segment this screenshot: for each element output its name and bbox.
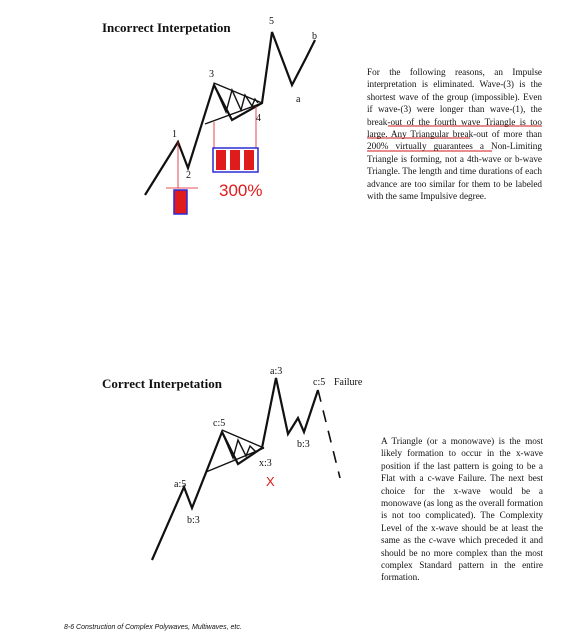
- x-wave-red-mark: X: [266, 474, 275, 489]
- label-failure: Failure: [334, 377, 363, 388]
- bottom-paragraph: A Triangle (or a monowave) is the most likely formation to occur in the x-wave position if the last pattern is going to be a Flat with a c-wave Failure. The next best choice for the x-wave would be a monowave (as long as the overall formation is not too complicated). The Complexity Level of the x-wave should be at least the same as the c-wave which preceded it and should be no more complex than the most complex Standard pattern in the entire formation.: [381, 436, 543, 583]
- label-wave-4: 4: [256, 113, 261, 124]
- label-c5-top: c:5: [313, 377, 326, 388]
- top-paragraph-part-3: . Any Triangular: [385, 129, 453, 140]
- page-footer: 8-6 Construction of Complex Polywaves, Multiwaves, etc.: [64, 624, 242, 631]
- top-paragraph-part-1: For the following reasons, an Impulse interpretation is eliminated. Wave-(3) is the shortest wave of the group (impossible). Even if wave-(3) were longer than wave-(1): [367, 67, 542, 115]
- label-wave-1: 1: [172, 129, 177, 140]
- correct-wave-line: [152, 378, 318, 560]
- label-wave-b: b: [312, 31, 317, 42]
- top-paragraph-part-5: virtually guarantees a Non-Limiting Triangle is forming, not a 4th-wave or b-wave Triangle. The length and time durations of each advance are too similar for them to be labeled with the same Impulsive degree.: [367, 141, 542, 202]
- label-a5: a:5: [174, 479, 187, 490]
- failure-dashed-line: [318, 390, 340, 478]
- label-x3: x:3: [259, 458, 272, 469]
- label-wave-3: 3: [209, 69, 214, 80]
- bottom-heading: Correct Interpetation: [102, 376, 222, 391]
- top-paragraph-part-4: break-out of more than 200%: [367, 129, 542, 152]
- label-b3-low: b:3: [187, 515, 200, 526]
- label-wave-a: a: [296, 94, 301, 105]
- label-b3-high: b:3: [297, 439, 310, 450]
- label-a3: a:3: [270, 366, 283, 377]
- label-wave-2: 2: [186, 170, 191, 181]
- top-paragraph-part-2: , the break-out of the fourth wave Triangle is too large: [367, 104, 542, 140]
- label-c5-mid: c:5: [213, 418, 226, 429]
- breakout-ratio-label: 300%: [219, 181, 263, 200]
- top-heading: Incorrect Interpetation: [102, 20, 231, 35]
- label-wave-5: 5: [269, 16, 274, 27]
